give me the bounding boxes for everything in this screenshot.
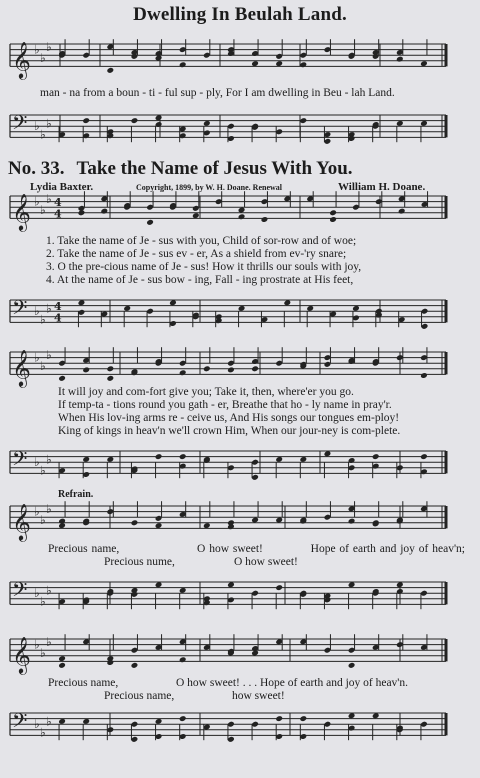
lyricist-credit: Lydia Baxter. bbox=[30, 181, 94, 193]
flat-sign: ♭ bbox=[46, 347, 52, 362]
note-head bbox=[299, 61, 307, 68]
verse-line: If temp-ta - tions round you gath - er, Breathe that ho - ly name in pray'r. bbox=[58, 399, 392, 411]
flat-sign: ♭ bbox=[34, 455, 40, 470]
refrain-text: Precious nume, bbox=[104, 556, 175, 568]
note-head bbox=[82, 117, 90, 124]
flat-sign: ♭ bbox=[34, 586, 40, 601]
flat-sign: ♭ bbox=[40, 312, 46, 327]
refrain-text: Hope of earth and joy of heav'n; bbox=[310, 543, 465, 555]
note-head bbox=[348, 662, 356, 669]
flat-sign: ♭ bbox=[40, 127, 46, 142]
time-signature: 4 bbox=[54, 300, 62, 314]
bass-clef: 𝄢 bbox=[12, 110, 28, 139]
note-head bbox=[238, 213, 246, 220]
refrain-text: O how sweet! . . . Hope of earth and joy of heav'n. bbox=[176, 677, 409, 689]
hymn-number: No. 33. bbox=[8, 158, 65, 179]
note-head bbox=[146, 219, 154, 226]
flat-sign: ♭ bbox=[34, 717, 40, 732]
note-head bbox=[329, 216, 337, 223]
flat-sign: ♭ bbox=[46, 116, 52, 131]
flat-sign: ♭ bbox=[46, 191, 52, 206]
bass-clef: 𝄢 bbox=[12, 708, 28, 737]
bass-clef: 𝄢 bbox=[12, 295, 28, 324]
flat-sign: ♭ bbox=[40, 513, 46, 527]
note-head bbox=[179, 715, 187, 722]
verse-line: It will joy and com-fort give you; Take it, then, where'er you go. bbox=[58, 386, 354, 398]
note-head bbox=[299, 715, 307, 722]
refrain-text: Precious name, bbox=[104, 690, 175, 702]
flat-sign: ♭ bbox=[34, 504, 40, 519]
treble-clef: 𝄞 bbox=[12, 348, 31, 387]
note-head bbox=[82, 367, 90, 374]
flat-sign: ♭ bbox=[46, 583, 52, 598]
note-head bbox=[179, 656, 187, 663]
bass-clef: 𝄢 bbox=[12, 446, 28, 475]
refrain-text: how sweet! bbox=[232, 690, 285, 702]
refrain-text: O how sweet! bbox=[197, 543, 263, 555]
page-title: Dwelling In Beulah Land. bbox=[133, 4, 347, 25]
note-head bbox=[275, 584, 283, 591]
note-head bbox=[179, 369, 187, 376]
note-head bbox=[131, 117, 139, 124]
refrain-text: Precious name, bbox=[48, 543, 120, 555]
note-head bbox=[131, 519, 139, 526]
flat-sign: ♭ bbox=[34, 350, 40, 365]
verse-line: 1. Take the name of Je - sus with you, Child of sor-row and of woe; bbox=[46, 235, 357, 247]
treble-clef: 𝄞 bbox=[12, 502, 31, 541]
note-head bbox=[348, 518, 356, 525]
refrain-text: O how sweet! bbox=[234, 556, 298, 568]
flat-sign: ♭ bbox=[34, 119, 40, 134]
verse-line: When His lov-ing arms re - ceive us, And His songs our tongues em-ploy! bbox=[58, 412, 400, 424]
note-head bbox=[329, 209, 337, 216]
time-signature: 4 bbox=[54, 196, 62, 210]
note-head bbox=[251, 365, 259, 372]
flat-sign: ♭ bbox=[46, 301, 52, 316]
flat-sign: ♭ bbox=[46, 39, 52, 54]
treble-clef: 𝄞 bbox=[12, 635, 31, 674]
flat-sign: ♭ bbox=[34, 194, 40, 209]
flat-sign: ♭ bbox=[40, 594, 46, 609]
note-head bbox=[179, 61, 187, 68]
verse-line: 4. At the name of Je - sus bow - ing, Fall - ing prostrate at His feet, bbox=[46, 274, 354, 286]
refrain-text: Precious name, bbox=[48, 677, 119, 689]
flat-sign: ♭ bbox=[46, 501, 52, 516]
verse-line: 2. Take the name of Je - sus ev - er, As a shield from ev-'ry snare; bbox=[46, 248, 347, 260]
flat-sign: ♭ bbox=[34, 42, 40, 57]
note-head bbox=[396, 56, 404, 63]
flat-sign: ♭ bbox=[34, 304, 40, 319]
flat-sign: ♭ bbox=[40, 203, 46, 217]
bass-clef: 𝄢 bbox=[12, 577, 28, 606]
flat-sign: ♭ bbox=[40, 359, 46, 373]
note-head bbox=[372, 453, 380, 460]
previous-hymn-lyric: man - na from a boun - ti - ful sup - ply, For I am dwelling in Beu - lah Land. bbox=[40, 87, 395, 99]
flat-sign: ♭ bbox=[40, 51, 46, 65]
note-head bbox=[106, 67, 114, 74]
copyright-notice: Copyright, 1899, by W. H. Doane. Renewal bbox=[136, 183, 283, 192]
note-head bbox=[420, 453, 428, 460]
note-head bbox=[420, 372, 428, 379]
note-head bbox=[58, 518, 66, 525]
note-head bbox=[58, 662, 66, 669]
refrain-label: Refrain. bbox=[58, 489, 94, 500]
treble-clef: 𝄞 bbox=[12, 40, 31, 79]
composer-credit: William H. Doane. bbox=[338, 181, 426, 193]
flat-sign: ♭ bbox=[46, 714, 52, 729]
flat-sign: ♭ bbox=[40, 646, 46, 660]
note-head bbox=[106, 365, 114, 372]
note-head bbox=[398, 208, 406, 215]
treble-clef: 𝄞 bbox=[12, 192, 31, 231]
verse-line: King of kings in heav'n we'll crown Him, When our jour-ney is com-plete. bbox=[58, 425, 401, 437]
note-head bbox=[106, 375, 114, 382]
flat-sign: ♭ bbox=[40, 725, 46, 740]
flat-sign: ♭ bbox=[34, 637, 40, 652]
hymn-title: Take the Name of Jesus With You. bbox=[76, 158, 353, 179]
flat-sign: ♭ bbox=[46, 452, 52, 467]
note-head bbox=[131, 662, 139, 669]
note-head bbox=[227, 367, 235, 374]
flat-sign: ♭ bbox=[40, 463, 46, 478]
time-signature: 4 bbox=[54, 207, 62, 221]
note-head bbox=[155, 453, 163, 460]
flat-sign: ♭ bbox=[46, 634, 52, 649]
verse-line: 3. O the pre-cious name of Je - sus! How it thrills our souls with joy, bbox=[46, 261, 362, 273]
note-head bbox=[299, 117, 307, 124]
note-head bbox=[203, 365, 211, 372]
note-head bbox=[100, 208, 108, 215]
note-head bbox=[261, 216, 269, 223]
time-signature: 4 bbox=[54, 311, 62, 325]
note-head bbox=[58, 375, 66, 382]
note-head bbox=[179, 453, 187, 460]
note-head bbox=[275, 715, 283, 722]
